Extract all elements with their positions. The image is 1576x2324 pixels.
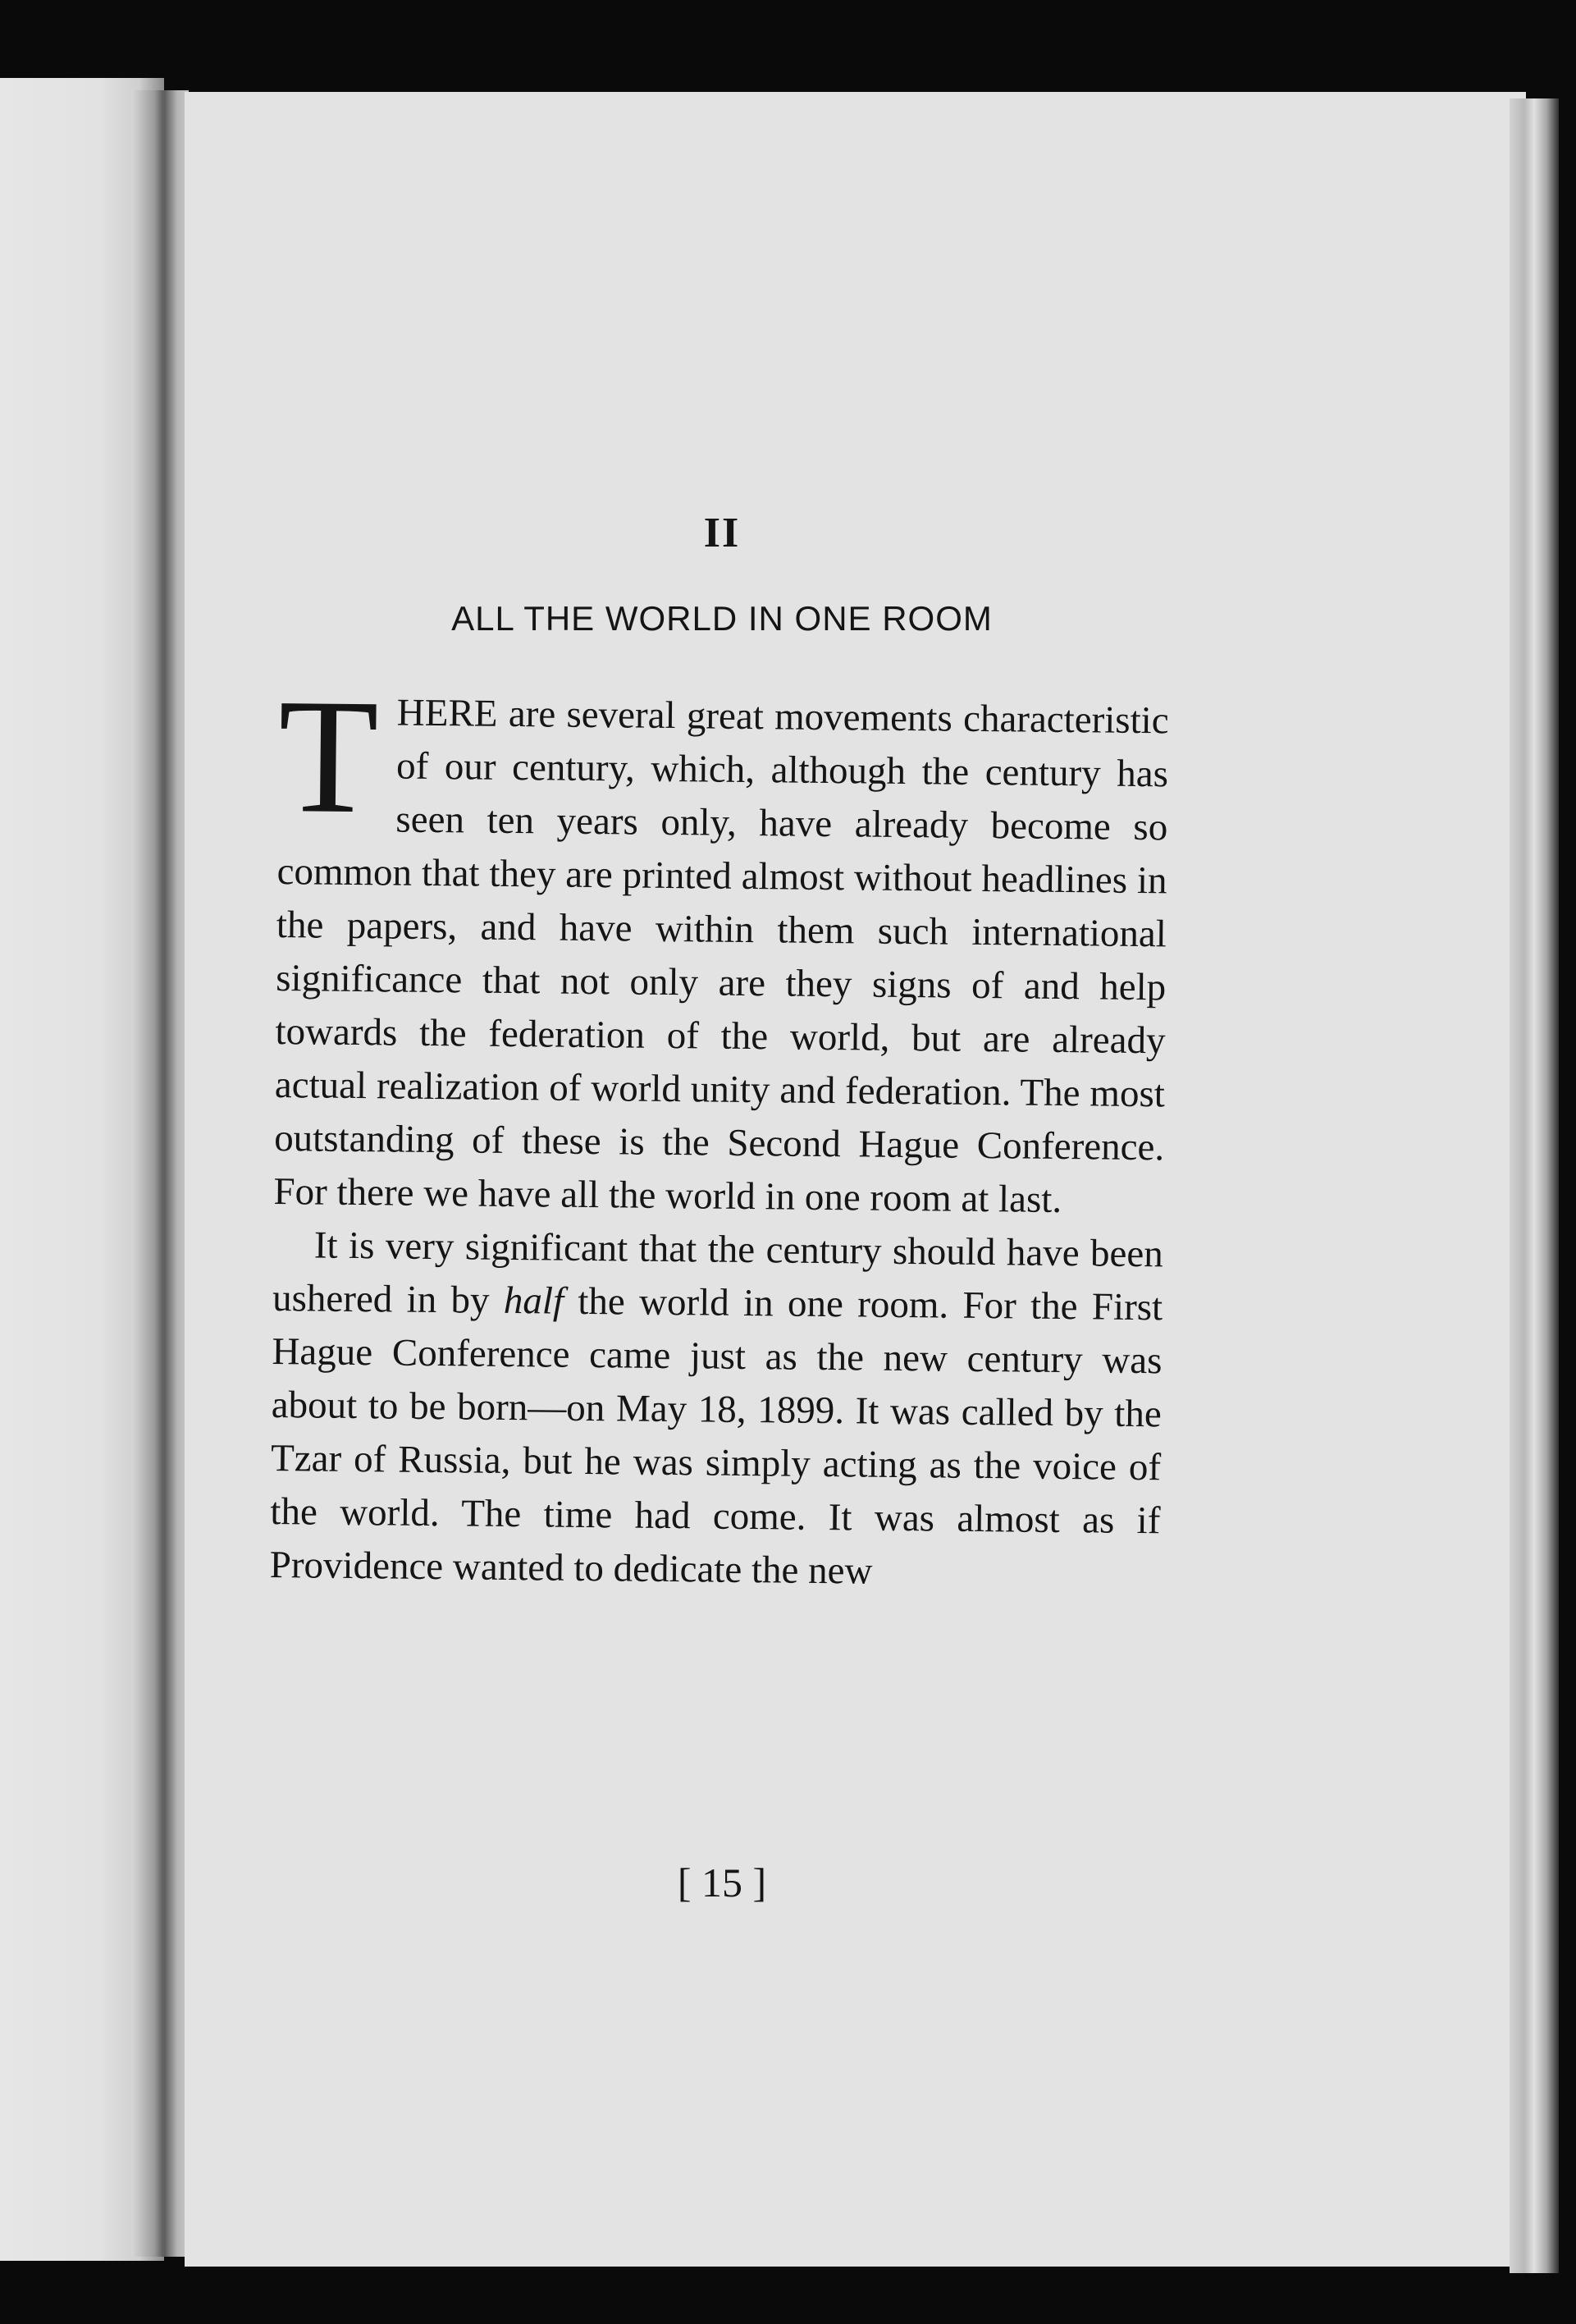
page-edge (1510, 98, 1559, 2273)
paragraph-2-text-b: the world in one room. For the First Hague Conference came just as the new century was about to be born—on May 18, 1899. It was called by the Tzar of Russia, but he was simply acting as the voice of the world. The time had come. It was almost as if Providence wanted to dedicate the new (269, 1279, 1163, 1593)
paragraph-1-text: are several great movements characteristic of our century, which, although the century has seen ten years only, have already become so common that they are printed almost without headlines in the papers, and have within them such international significance that not only are they signs of and help towards the federation of the world, but are already actual realization of world unity and federation. The most outstanding of these is the Second Hague Conference. For there we have all the world in one room at last. (273, 692, 1169, 1222)
page-number: [ 15 ] (677, 1860, 767, 1905)
chapter-title: ALL THE WORLD IN ONE ROOM (451, 599, 993, 638)
paragraph-1-opening: HERE (396, 691, 498, 735)
book-gutter (131, 90, 189, 2257)
paragraph-2-text-a: It is very significant that the century should have been ushered in by (272, 1224, 1164, 1322)
drop-cap: T (276, 666, 380, 849)
paragraph-2-emphasis: half (503, 1279, 564, 1323)
chapter-number: II (703, 510, 741, 556)
body-text (269, 666, 1169, 1601)
paragraph-2 (269, 1219, 1163, 1601)
paragraph-1 (273, 666, 1169, 1228)
